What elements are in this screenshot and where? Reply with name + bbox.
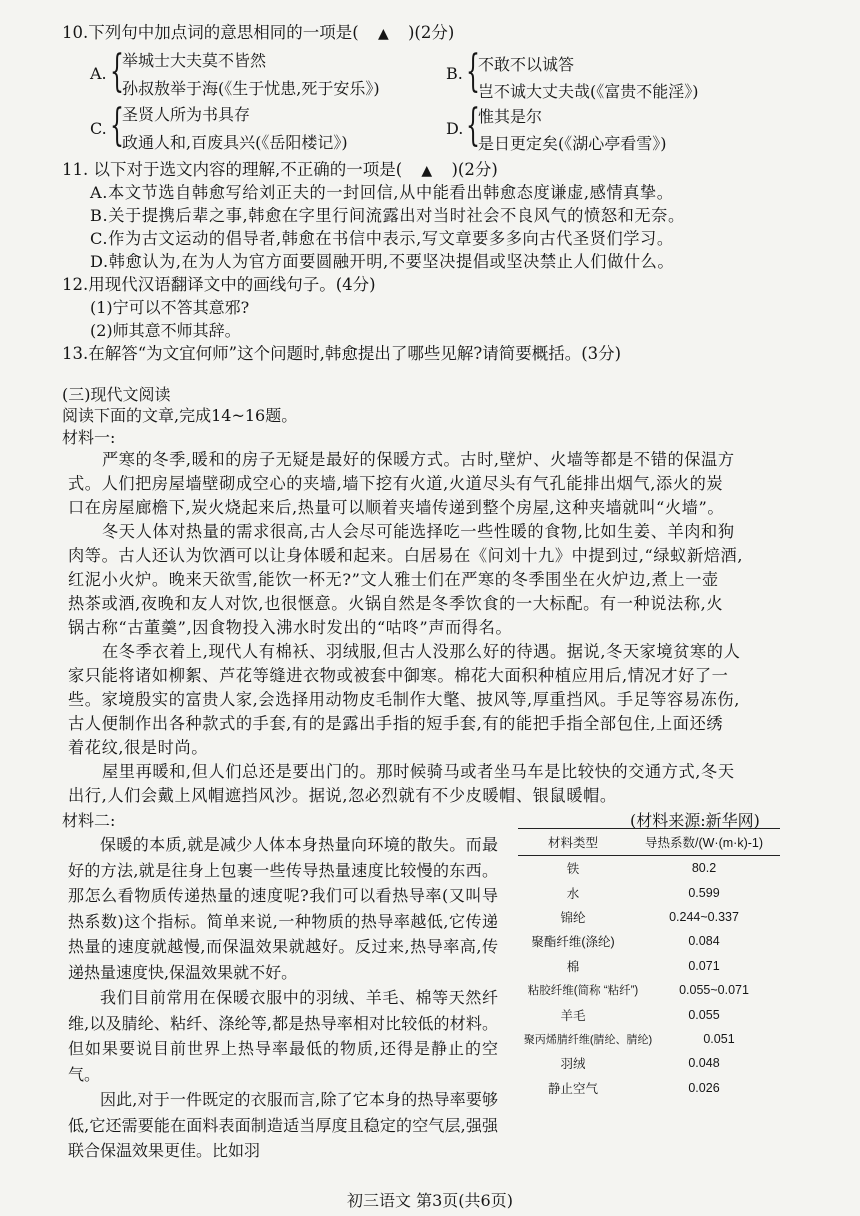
brace-icon: { bbox=[466, 46, 480, 97]
table-cell-material: 聚丙烯腈纤维(腈纶、腈纶) bbox=[523, 1033, 653, 1046]
q11-score: )(2分) bbox=[451, 160, 498, 179]
table-cell-material: 棉 bbox=[566, 959, 580, 974]
table-header bbox=[518, 828, 780, 856]
q12-item-2: (2)师其意不师其辞。 bbox=[90, 321, 241, 340]
material1-source: (材料来源:新华网) bbox=[630, 811, 760, 830]
section-heading: (三)现代文阅读 bbox=[62, 385, 171, 404]
table-cell-material: 锦纶 bbox=[560, 910, 586, 925]
table-row bbox=[518, 978, 780, 1002]
q10-option-b-letter: B. bbox=[446, 64, 463, 83]
q10-option-a-letter: A. bbox=[90, 64, 107, 83]
thermal-conductivity-table bbox=[518, 828, 780, 1100]
material1-line: 些。家境殷实的富贵人家,会选择用动物皮毛制作大氅、披风等,厚重挡风。手足等容易冻伤, bbox=[68, 690, 740, 709]
q10-option-c-line1: 圣贤人所为书具存 bbox=[122, 105, 251, 124]
table-cell-material: 聚酯纤维(涤纶) bbox=[531, 935, 615, 950]
q10-option-b-line1: 不敢不以诚答 bbox=[478, 55, 575, 74]
q11-option-a: A.本文节选自韩愈写给刘正夫的一封回信,从中能看出韩愈态度谦虚,感情真挚。 bbox=[90, 183, 674, 202]
table-cell-value: 0.026 bbox=[688, 1080, 720, 1095]
table-cell-material: 水 bbox=[566, 886, 580, 901]
material1-line: 冬天人体对热量的需求很高,古人会尽可能选择吃一些性暖的食物,比如生姜、羊肉和狗 bbox=[102, 522, 735, 541]
q10-option-c-line2: 政通人和,百废具兴(《岳阳楼记》) bbox=[122, 133, 348, 152]
table-cell-material: 羽绒 bbox=[560, 1057, 586, 1072]
table-cell-value: 0.071 bbox=[688, 958, 720, 973]
material1-line: 古人便制作出各种款式的手套,有的是露出手指的短手套,有的能把手指全部包住,上面还绣 bbox=[68, 714, 724, 733]
q10-option-c-letter: C. bbox=[90, 119, 107, 138]
material1-line: 屋里再暖和,但人们总还是要出门的。那时候骑马或者坐马车是比较快的交通方式,冬天 bbox=[102, 762, 735, 781]
material1-line: 口在房屋廊檐下,炭火烧起来后,热量可以顺着夹墙传递到整个房屋,这种夹墙就叫“火墙”。 bbox=[68, 498, 725, 517]
answer-blank-triangle-icon: ▲ bbox=[421, 163, 433, 179]
q12-stem: 12.用现代汉语翻译文中的画线句子。(4分) bbox=[62, 275, 376, 294]
table-cell-material: 粘胶纤维(简称 “粘纤”) bbox=[527, 985, 639, 998]
table-header-material: 材料类型 bbox=[547, 836, 598, 850]
brace-icon: { bbox=[466, 100, 480, 151]
table-row bbox=[518, 880, 780, 904]
material1-line: 式。人们把房屋墙壁砌成空心的夹墙,墙下挖有火道,火道尽头有气孔能排出烟气,添火的炭 bbox=[68, 474, 724, 493]
table-cell-value: 80.2 bbox=[691, 861, 717, 876]
q10-option-d-line1: 惟其是尔 bbox=[478, 107, 543, 126]
table-row bbox=[518, 1002, 780, 1026]
material1-line: 家只能将诸如柳絮、芦花等缝进衣物或被套中御寒。棉花大面积种植应用后,情况才好了一 bbox=[68, 666, 729, 685]
table-cell-value: 0.599 bbox=[688, 885, 720, 900]
table-row bbox=[518, 954, 780, 978]
table-cell-value: 0.055~0.071 bbox=[679, 983, 749, 998]
q11-stem bbox=[62, 159, 498, 182]
q10-option-a-line1: 举城士大夫莫不皆然 bbox=[122, 51, 267, 70]
page-footer: 初三语文 第3页(共6页) bbox=[347, 1191, 513, 1210]
material1-line: 着花纹,很是时尚。 bbox=[68, 738, 209, 757]
table-row bbox=[518, 1076, 780, 1100]
material1-line: 在冬季衣着上,现代人有棉袄、羽绒服,但古人没那么好的待遇。据说,冬天家境贫寒的人 bbox=[102, 642, 741, 661]
q11-option-d: D.韩愈认为,在为人为官方面要圆融开明,不要坚决提倡或坚决禁止人们做什么。 bbox=[90, 252, 675, 271]
material2-paragraph: 因此,对于一件既定的衣服而言,除了它本身的热导率要够低,它还需要能在面料表面制造适当厚度且稳定的空气层,强强联合保温效果更佳。比如羽 bbox=[68, 1090, 498, 1160]
q10-score: )(2分) bbox=[407, 23, 455, 42]
q12-item-1: (1)宁可以不答其意邪? bbox=[90, 298, 250, 317]
table-cell-value: 0.048 bbox=[688, 1056, 720, 1071]
table-row bbox=[518, 1027, 780, 1051]
material1-line: 出行,人们会戴上风帽遮挡风沙。据说,忽必烈就有不少皮暖帽、银鼠暖帽。 bbox=[68, 786, 617, 805]
material1-line: 锅古称“古董羹”,因食物投入沸水时发出的“咕咚”声而得名。 bbox=[68, 618, 513, 637]
q10-option-d-letter: D. bbox=[446, 119, 464, 138]
brace-icon: { bbox=[110, 46, 124, 97]
q13-stem: 13.在解答“为文宜何师”这个问题时,韩愈提出了哪些见解?请简要概括。(3分) bbox=[62, 344, 622, 363]
q10-stem-text: 10.下列句中加点词的意思相同的一项是( bbox=[62, 23, 359, 42]
material1-line: 红泥小火炉。晚来天欲雪,能饮一杯无?”文人雅士们在严寒的冬季围坐在火炉边,煮上一壶 bbox=[68, 570, 719, 589]
material1-label: 材料一: bbox=[62, 428, 116, 447]
table-cell-value: 0.244~0.337 bbox=[669, 909, 739, 924]
table-row bbox=[518, 905, 780, 929]
q10-option-d-line2: 是日更定矣(《湖心亭看雪》) bbox=[478, 134, 667, 153]
table-cell-value: 0.055 bbox=[688, 1007, 720, 1022]
section-instruction: 阅读下面的文章,完成14~16题。 bbox=[62, 406, 298, 425]
q10-option-b-line2: 岂不诚大丈夫哉(《富贵不能淫》) bbox=[478, 82, 699, 101]
q11-option-c: C.作为古文运动的倡导者,韩愈在书信中表示,写文章要多多向古代圣贤们学习。 bbox=[90, 229, 674, 248]
material2-paragraph: 我们目前常用在保暖衣服中的羽绒、羊毛、棉等天然纤维,以及腈纶、粘纤、涤纶等,都是热导率相对比较低的材料。但如果要说目前世界上热导率最低的物质,还得是静止的空气。 bbox=[68, 988, 498, 1084]
material2-label: 材料二: bbox=[62, 811, 116, 830]
q11-stem-text: 11. 以下对于选文内容的理解,不正确的一项是( bbox=[62, 160, 403, 179]
answer-blank-triangle-icon: ▲ bbox=[377, 26, 389, 42]
table-cell-material: 静止空气 bbox=[547, 1081, 598, 1096]
table-cell-material: 羊毛 bbox=[560, 1008, 586, 1023]
table-header-conductivity: 导热系数/(W·(m·k)-1) bbox=[644, 836, 764, 850]
table-row bbox=[518, 856, 780, 880]
material1-line: 严寒的冬季,暖和的房子无疑是最好的保暖方式。古时,壁炉、火墙等都是不错的保温方 bbox=[102, 450, 735, 469]
q11-option-b: B.关于提携后辈之事,韩愈在字里行间流露出对当时社会不良风气的愤怒和无奈。 bbox=[90, 206, 685, 225]
material2-paragraph: 保暖的本质,就是减少人体本身热量向环境的散失。而最好的方法,就是往身上包裹一些传导热量速度比较慢的东西。那怎么看物质传递热量的速度呢?我们可以看热导率(又叫导热系数)这个指标。简单来说,一种物质的热导率越低,它传递热量的速度就越慢,而保温效果就越好。反过来,热导率高,传递热量速度快,保温效果就不好。 bbox=[68, 835, 498, 982]
table-row bbox=[518, 929, 780, 953]
material2-body bbox=[68, 832, 498, 1164]
brace-icon: { bbox=[110, 100, 124, 151]
q10-option-a-line2: 孙叔敖举于海(《生于忧患,死于安乐》) bbox=[122, 79, 380, 98]
table-cell-value: 0.051 bbox=[703, 1031, 735, 1046]
material1-line: 热茶或酒,夜晚和友人对饮,也很惬意。火锅自然是冬季饮食的一大标配。有一种说法称,火 bbox=[68, 594, 724, 613]
material1-line: 肉等。古人还认为饮酒可以让身体暖和起来。白居易在《问刘十九》中提到过,“绿蚁新焙酒, bbox=[68, 546, 744, 565]
table-cell-value: 0.084 bbox=[688, 934, 720, 949]
table-cell-material: 铁 bbox=[566, 862, 580, 877]
q10-stem bbox=[62, 22, 454, 45]
table-row bbox=[518, 1051, 780, 1075]
